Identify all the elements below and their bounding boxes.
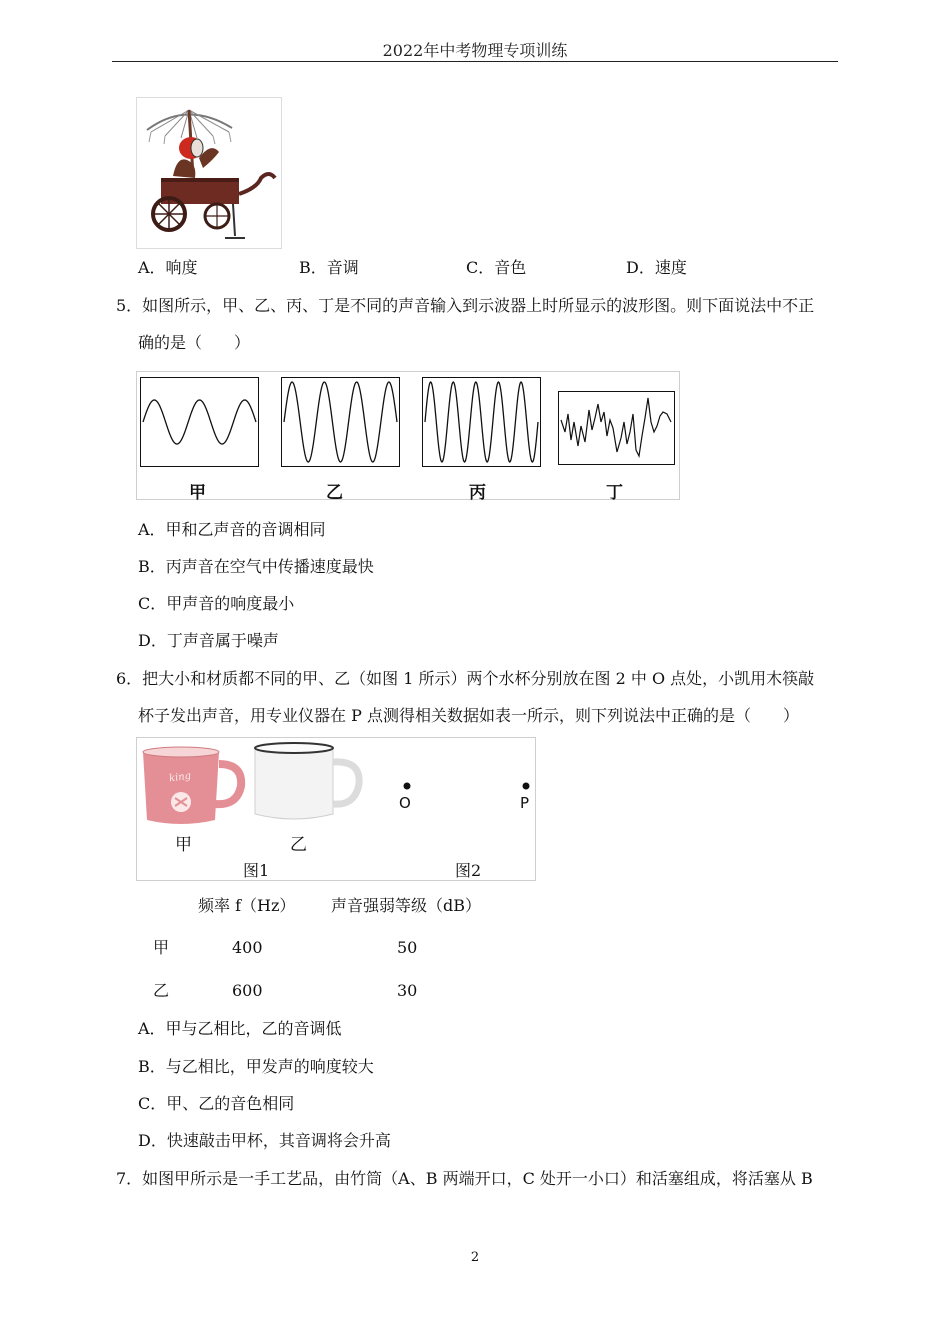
q4-option-c: C．音色 — [466, 258, 527, 277]
waveform-bing — [422, 377, 541, 467]
q6-option-a: A．甲与乙相比，乙的音调低 — [138, 1019, 342, 1038]
table-header-frequency: 频率 f（Hz） — [198, 896, 296, 915]
q4-option-b: B．音调 — [299, 258, 359, 277]
table-row-yi-freq: 600 — [232, 981, 263, 1000]
q5-stem-line2: 确的是（ ） — [138, 333, 251, 352]
header-rule — [112, 61, 838, 62]
point-o-label: O — [399, 794, 411, 812]
q6-stem-line2: 杯子发出声音，用专业仪器在 P 点测得相关数据如表一所示，则下列说法中正确的是（ ） — [138, 706, 799, 725]
waveform-jia-plot — [141, 378, 258, 466]
table-row-jia-name: 甲 — [153, 938, 170, 957]
label-yi: 乙 — [326, 483, 343, 503]
waveform-yi-plot — [282, 378, 399, 466]
drum-cart-figure — [136, 97, 282, 249]
table-row-jia-db: 50 — [397, 938, 418, 957]
q5-stem-line1: 5．如图所示，甲、乙、丙、丁是不同的声音输入到示波器上时所显示的波形图。则下面说法中不正 — [116, 296, 815, 315]
q7-stem-line1: 7．如图甲所示是一手工艺品，由竹筒（A、B 两端开口，C 处开一小口）和活塞组成，将活塞从 B — [116, 1169, 813, 1188]
q6-option-b: B．与乙相比，甲发声的响度较大 — [138, 1057, 374, 1076]
cup-jia-label: 甲 — [175, 835, 192, 855]
cup-yi-label: 乙 — [290, 835, 307, 855]
label-bing: 丙 — [469, 483, 486, 503]
q5-option-b: B．丙声音在空气中传播速度最快 — [138, 557, 374, 576]
label-ding: 丁 — [606, 483, 623, 503]
point-p-label: P — [520, 794, 530, 812]
q4-option-a: A．响度 — [138, 258, 198, 277]
q4-option-d: D．速度 — [626, 258, 687, 277]
page-header: 2022年中考物理专项训练 — [382, 41, 568, 60]
waveform-bing-plot — [423, 378, 540, 466]
waveform-jia — [140, 377, 259, 467]
label-jia: 甲 — [189, 483, 206, 503]
q5-option-d: D．丁声音属于噪声 — [138, 631, 279, 650]
q6-option-c: C．甲、乙的音色相同 — [138, 1094, 295, 1113]
q6-option-d: D．快速敲击甲杯，其音调将会升高 — [138, 1131, 391, 1150]
waveform-ding — [558, 391, 675, 465]
fig2-caption: 图2 — [455, 861, 482, 880]
table-header-db: 声音强弱等级（dB） — [331, 896, 482, 915]
page-number: 2 — [470, 1250, 480, 1265]
cup-brand-text: king — [168, 770, 192, 785]
q5-option-c: C．甲声音的响度最小 — [138, 594, 295, 613]
drum-cart-illustration — [137, 98, 281, 248]
q6-stem-line1: 6．把大小和材质都不同的甲、乙（如图 1 所示）两个水杯分别放在图 2 中 O 点处，小凯用木筷敲 — [116, 669, 815, 688]
q5-option-a: A．甲和乙声音的音调相同 — [138, 520, 326, 539]
table-row-yi-name: 乙 — [153, 981, 170, 1000]
waveform-figure — [136, 371, 680, 503]
table-row-jia-freq: 400 — [232, 938, 263, 957]
waveform-yi — [281, 377, 400, 467]
waveform-ding-plot — [559, 392, 674, 464]
cups-figure — [136, 737, 536, 881]
table-row-yi-db: 30 — [397, 981, 418, 1000]
fig1-caption: 图1 — [243, 861, 270, 880]
